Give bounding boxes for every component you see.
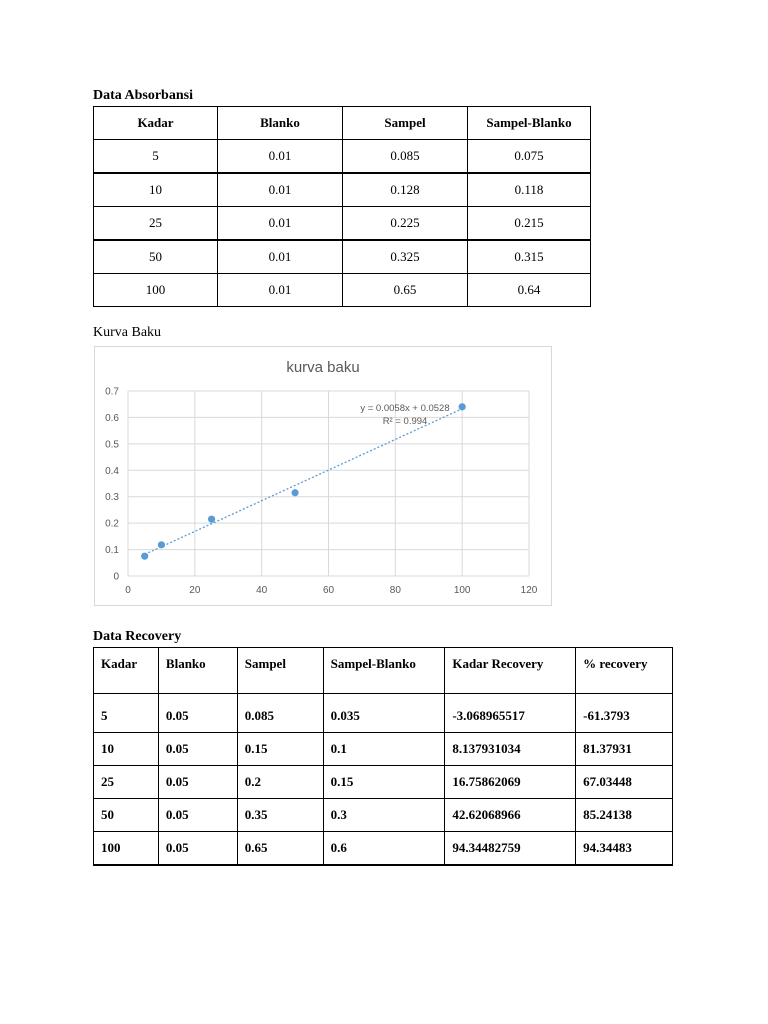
table-cell: 67.03448 xyxy=(576,766,673,799)
table-cell: 0.085 xyxy=(237,694,323,733)
table-row xyxy=(94,832,673,866)
table-cell: 0.2 xyxy=(237,766,323,799)
data-point xyxy=(141,553,148,560)
table-cell: 0.15 xyxy=(237,733,323,766)
table-cell: 0.01 xyxy=(218,173,343,207)
table-cell: 94.34483 xyxy=(576,832,673,866)
table-cell: 0.05 xyxy=(158,799,237,832)
data-point xyxy=(208,516,215,523)
table-cell: 50 xyxy=(94,240,218,274)
table-cell: 5 xyxy=(94,140,218,174)
y-tick-label: 0.4 xyxy=(105,465,119,477)
y-tick-label: 0.3 xyxy=(105,492,119,504)
column-header: Kadar xyxy=(94,648,159,694)
chart-svg xyxy=(95,347,551,605)
table-cell: 0.315 xyxy=(468,240,591,274)
table-cell: 0.35 xyxy=(237,799,323,832)
table-row xyxy=(94,207,591,241)
trendline xyxy=(145,409,462,555)
table-cell: 0.65 xyxy=(343,274,468,307)
table-cell: -3.068965517 xyxy=(445,694,576,733)
table-cell: 0.035 xyxy=(323,694,445,733)
x-tick-label: 100 xyxy=(453,585,471,596)
recovery-table xyxy=(93,647,673,866)
table-cell: 8.137931034 xyxy=(445,733,576,766)
table-cell: 81.37931 xyxy=(576,733,673,766)
table-cell: 42.62068966 xyxy=(445,799,576,832)
column-header: % recovery xyxy=(576,648,673,694)
x-tick-label: 80 xyxy=(389,585,401,596)
table-row xyxy=(94,173,591,207)
table-cell: 0.05 xyxy=(158,832,237,866)
table-cell: 0.225 xyxy=(343,207,468,241)
table-row xyxy=(94,694,673,733)
column-header: Sampel-Blanko xyxy=(323,648,445,694)
absorbansi-heading: Data Absorbansi xyxy=(93,88,193,103)
table-cell: 0.215 xyxy=(468,207,591,241)
y-tick-label: 0.5 xyxy=(105,439,119,451)
table-cell: 0.325 xyxy=(343,240,468,274)
table-cell: 94.34482759 xyxy=(445,832,576,866)
table-cell: 10 xyxy=(94,173,218,207)
table-cell: 5 xyxy=(94,694,159,733)
column-header: Sampel xyxy=(343,107,468,140)
calibration-chart xyxy=(94,346,552,606)
table-cell: -61.3793 xyxy=(576,694,673,733)
y-tick-label: 0.2 xyxy=(105,518,119,530)
data-point xyxy=(459,403,466,410)
data-point xyxy=(291,489,298,496)
trendline-equation: y = 0.0058x + 0.0528 xyxy=(360,403,450,414)
table-cell: 0.05 xyxy=(158,733,237,766)
table-header-row xyxy=(94,107,591,140)
x-tick-label: 40 xyxy=(256,585,268,596)
table-row xyxy=(94,766,673,799)
data-point xyxy=(158,541,165,548)
column-header: Kadar Recovery xyxy=(445,648,576,694)
table-row xyxy=(94,733,673,766)
x-tick-label: 20 xyxy=(189,585,201,596)
table-row xyxy=(94,274,591,307)
column-header: Blanko xyxy=(158,648,237,694)
grid-layer xyxy=(128,391,529,576)
table-cell: 0.15 xyxy=(323,766,445,799)
y-tick-label: 0 xyxy=(113,571,119,583)
column-header: Blanko xyxy=(218,107,343,140)
table-row xyxy=(94,140,591,174)
table-cell: 0.075 xyxy=(468,140,591,174)
table-cell: 0.01 xyxy=(218,140,343,174)
table-cell: 0.64 xyxy=(468,274,591,307)
table-cell: 0.085 xyxy=(343,140,468,174)
kurva-heading: Kurva Baku xyxy=(93,325,162,340)
recovery-heading: Data Recovery xyxy=(93,629,182,644)
table-cell: 0.05 xyxy=(158,694,237,733)
table-cell: 0.01 xyxy=(218,207,343,241)
table-cell: 0.05 xyxy=(158,766,237,799)
table-cell: 100 xyxy=(94,274,218,307)
table-row xyxy=(94,240,591,274)
table-cell: 16.75862069 xyxy=(445,766,576,799)
table-cell: 0.01 xyxy=(218,240,343,274)
table-cell: 25 xyxy=(94,766,159,799)
table-cell: 100 xyxy=(94,832,159,866)
table-cell: 0.3 xyxy=(323,799,445,832)
column-header: Sampel-Blanko xyxy=(468,107,591,140)
column-header: Sampel xyxy=(237,648,323,694)
trendline-r2: R² = 0.994 xyxy=(382,416,428,427)
table-cell: 85.24138 xyxy=(576,799,673,832)
table-cell: 0.1 xyxy=(323,733,445,766)
y-tick-label: 0.7 xyxy=(105,386,119,398)
x-tick-label: 0 xyxy=(125,585,131,596)
table-cell: 0.6 xyxy=(323,832,445,866)
table-cell: 0.65 xyxy=(237,832,323,866)
y-tick-label: 0.1 xyxy=(105,545,119,557)
table-cell: 0.118 xyxy=(468,173,591,207)
column-header: Kadar xyxy=(94,107,218,140)
x-tick-label: 120 xyxy=(520,585,538,596)
absorbansi-table xyxy=(93,106,591,307)
table-header-row xyxy=(94,648,673,694)
table-cell: 25 xyxy=(94,207,218,241)
x-tick-label: 60 xyxy=(322,585,335,596)
table-cell: 0.128 xyxy=(343,173,468,207)
table-cell: 50 xyxy=(94,799,159,832)
y-tick-label: 0.6 xyxy=(105,412,119,424)
chart-title: kurva baku xyxy=(286,359,360,376)
table-cell: 10 xyxy=(94,733,159,766)
table-row xyxy=(94,799,673,832)
table-cell: 0.01 xyxy=(218,274,343,307)
